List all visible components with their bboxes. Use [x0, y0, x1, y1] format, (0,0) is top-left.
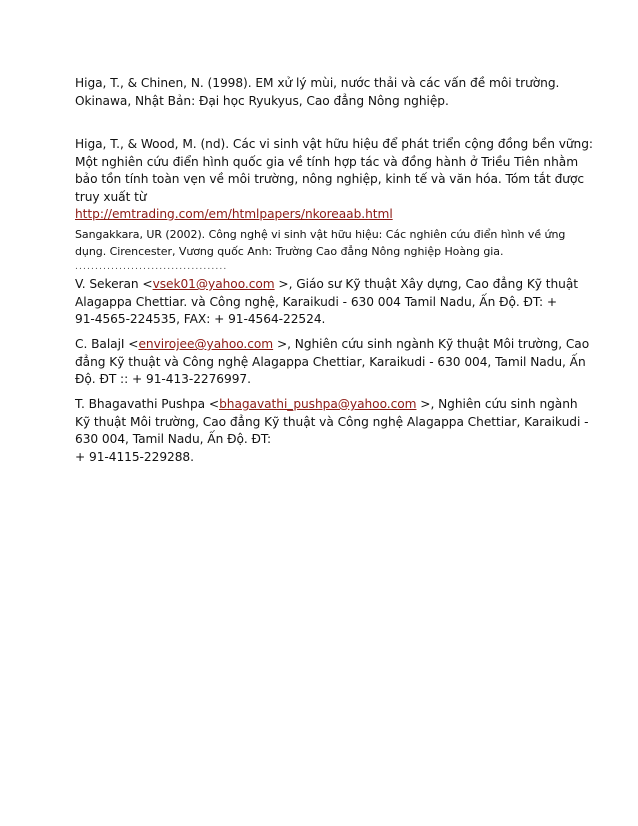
reference-url-link[interactable]: http://emtrading.com/em/htmlpapers/nkoreaab.html: [75, 207, 393, 221]
author-email-link[interactable]: vsek01@yahoo.com: [152, 277, 275, 291]
reference-higa-wood: [75, 136, 593, 224]
reference-higa-chinen: [75, 75, 565, 110]
author-affiliation: >, Giáo sư Kỹ thuật Xây dựng, Cao đẳng Kỹ thuật: [274, 277, 579, 291]
reference-line: truy xuất từ: [75, 189, 147, 204]
reference-line: Sangakkara, UR (2002). Công nghệ vi sinh vật hữu hiệu: Các nghiên cứu điển hình về ứng: [75, 228, 566, 241]
dotted-separator: ......................................: [75, 264, 228, 270]
author-affiliation: >, Nghiên cứu sinh ngành: [416, 397, 578, 411]
author-line: 630 004, Tamil Nadu, Ấn Độ. ĐT:: [75, 432, 272, 446]
author-line: Độ. ĐT :: + 91-413-2276997.: [75, 372, 251, 386]
author-line: đẳng Kỹ thuật và Công nghệ Alagappa Chettiar, Karaikudi - 630 004, Tamil Nadu, Ấn: [75, 354, 586, 369]
author-email-link[interactable]: envirojee@yahoo.com: [138, 337, 274, 351]
reference-line: dụng. Cirencester, Vương quốc Anh: Trường Cao đẳng Nông nghiệp Hoàng gia.: [75, 244, 504, 258]
reference-line: Một nghiên cứu điển hình quốc gia về tính hợp tác và đồng hành ở Triều Tiên nhằm: [75, 154, 579, 169]
author-sekeran: [75, 276, 579, 329]
reference-line: bảo tồn tính toàn vẹn về môi trường, nông nghiệp, kinh tế và văn hóa. Tóm tắt được: [75, 172, 585, 186]
author-balaji: [75, 336, 590, 389]
author-line: Kỹ thuật Môi trường, Cao đẳng Kỹ thuật và Công nghệ Alagappa Chettiar, Karaikudi -: [75, 414, 589, 429]
author-pushpa: [75, 396, 589, 466]
author-name: C. BalajI <: [75, 337, 139, 351]
author-line: 91-4565-224535, FAX: + 91-4564-22524.: [75, 312, 326, 326]
reference-line: Okinawa, Nhật Bản: Đại học Ryukyus, Cao đẳng Nông nghiệp.: [75, 93, 449, 108]
author-line: + 91-4115-229288.: [75, 449, 194, 464]
reference-line: Higa, T., & Chinen, N. (1998). EM xử lý mùi, nước thải và các vấn đề môi trường.: [75, 76, 560, 90]
author-affiliation: >, Nghiên cứu sinh ngành Kỹ thuật Môi trường, Cao: [273, 337, 590, 351]
author-name: T. Bhagavathi Pushpa <: [75, 397, 220, 411]
author-name: V. Sekeran <: [75, 277, 153, 291]
author-email-link[interactable]: bhagavathi_pushpa@yahoo.com: [219, 397, 417, 411]
reference-line: Higa, T., & Wood, M. (nd). Các vi sinh vật hữu hiệu để phát triển cộng đồng bền vững:: [75, 137, 593, 151]
reference-sangakkara: [75, 227, 565, 260]
author-line: Alagappa Chettiar. và Công nghệ, Karaikudi - 630 004 Tamil Nadu, Ấn Độ. ĐT: +: [75, 294, 558, 309]
